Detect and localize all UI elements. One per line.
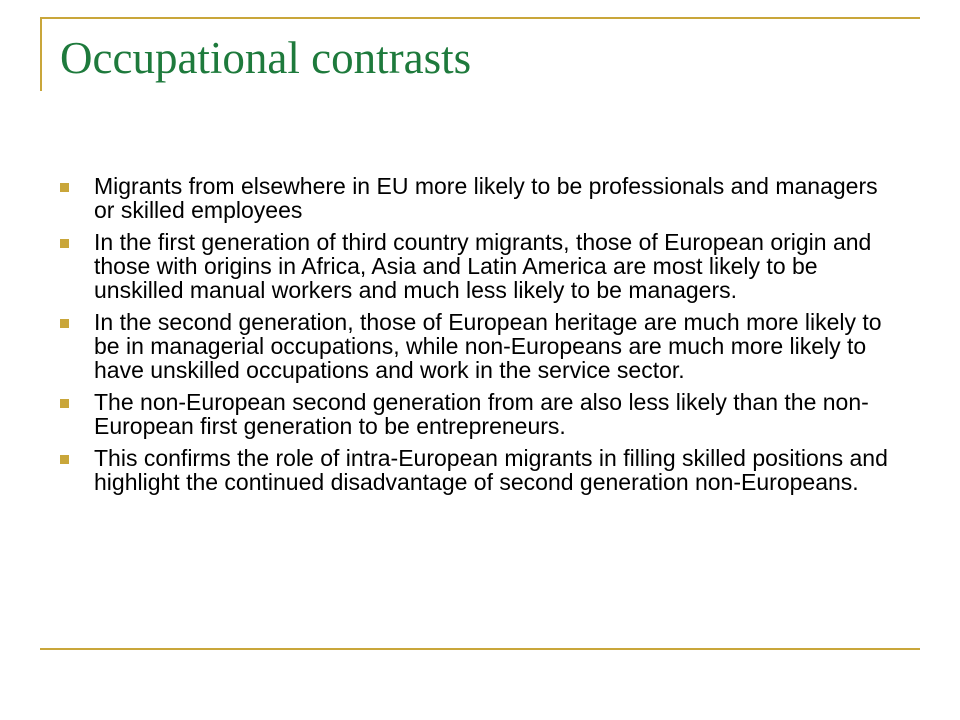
top-divider (40, 17, 920, 19)
bullet-item (60, 310, 900, 382)
square-bullet-icon (60, 399, 69, 408)
bullet-item (60, 446, 900, 494)
bullet-text: In the second generation, those of European heritage are much more likely to be in managerial occupations, while non-Europeans are much more likely to have unskilled occupations and work in the service sector. (94, 309, 882, 383)
square-bullet-icon (60, 239, 69, 248)
bullet-text: In the first generation of third country migrants, those of European origin and those with origins in Africa, Asia and Latin America are most likely to be unskilled manual workers and much less likely to be managers. (94, 229, 872, 303)
slide-title: Occupational contrasts (60, 33, 472, 83)
bullet-item (60, 390, 900, 438)
bullet-item (60, 174, 900, 222)
bullet-text: Migrants from elsewhere in EU more likely to be professionals and managers or skilled employees (94, 173, 878, 223)
square-bullet-icon (60, 455, 69, 464)
bullet-text: This confirms the role of intra-European migrants in filling skilled positions and highlight the continued disadvantage of second generation non-Europeans. (94, 445, 888, 495)
bullet-list (60, 174, 900, 502)
bullet-text: The non-European second generation from are also less likely than the non-European first generation to be entrepreneurs. (94, 389, 869, 439)
bottom-divider (40, 648, 920, 650)
square-bullet-icon (60, 183, 69, 192)
bullet-item (60, 230, 900, 302)
square-bullet-icon (60, 319, 69, 328)
left-divider (40, 17, 42, 91)
